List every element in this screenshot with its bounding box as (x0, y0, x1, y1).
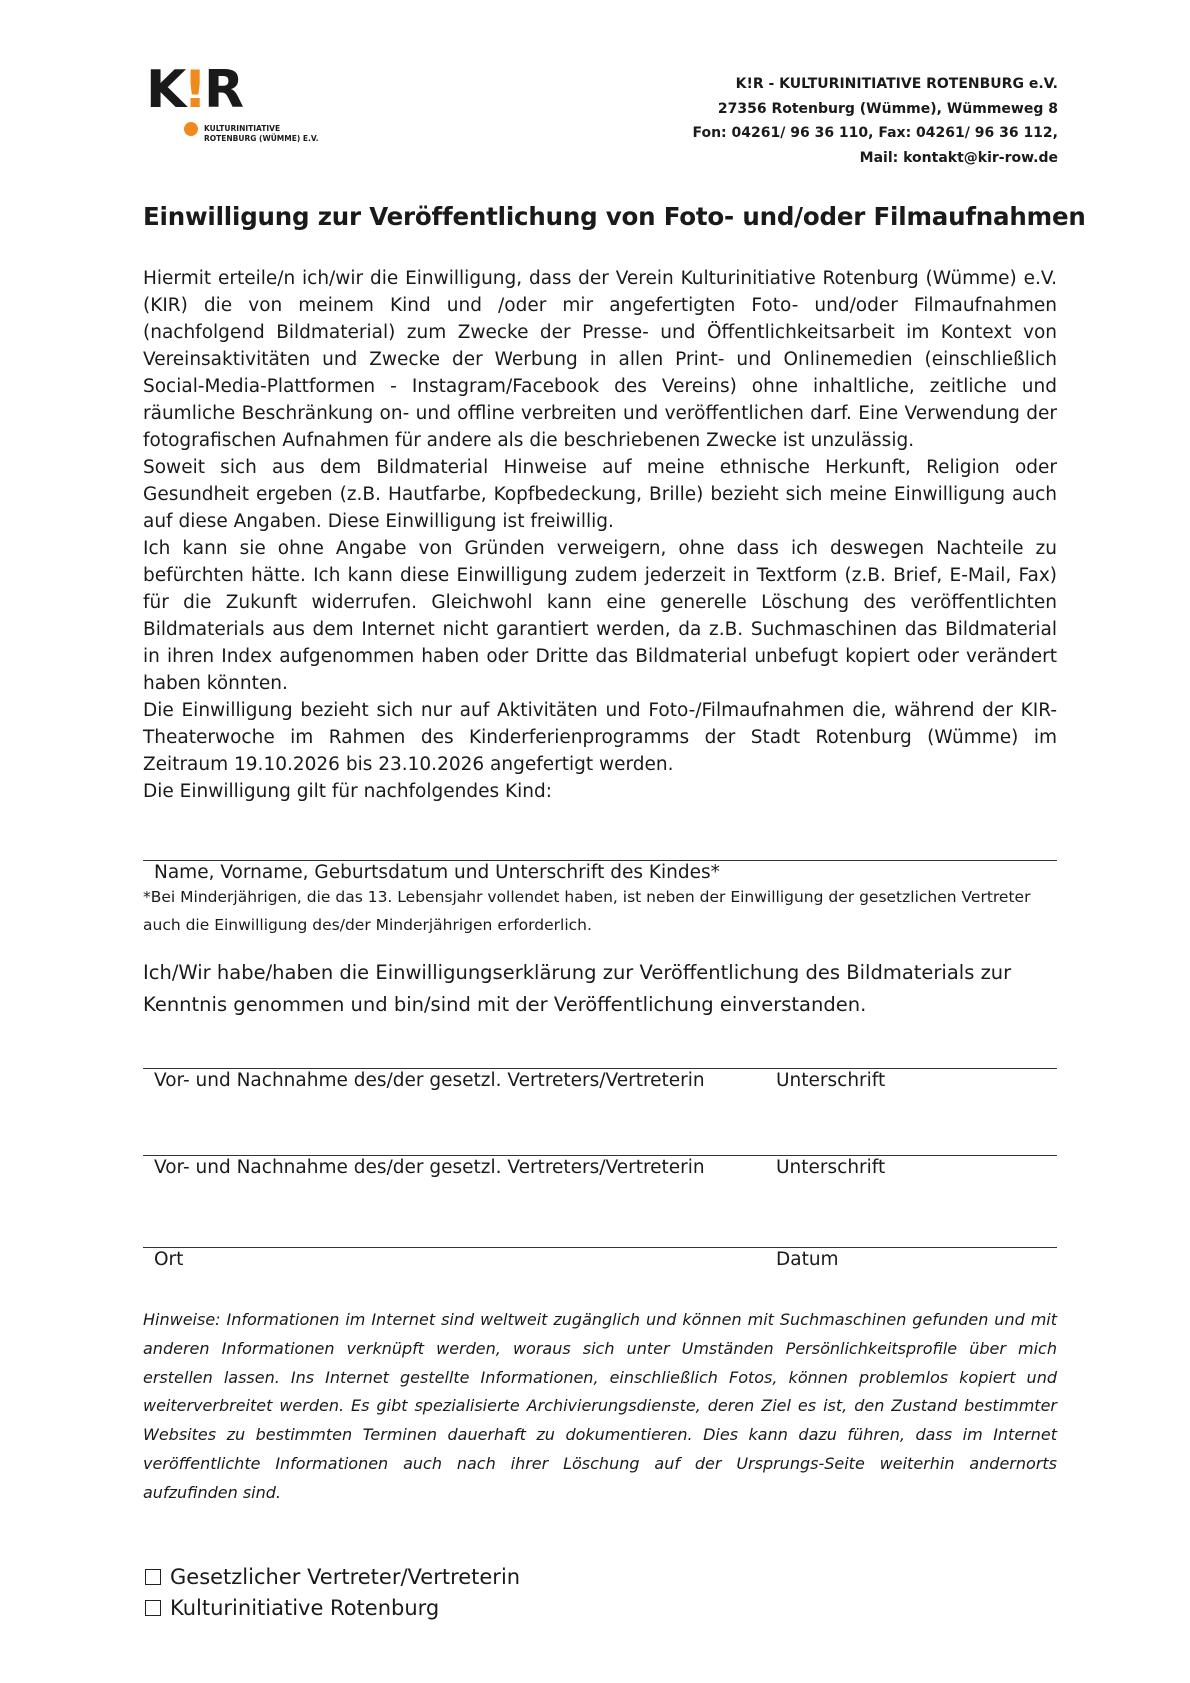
minor-footnote: *Bei Minderjährigen, die das 13. Lebensjahr vollendet haben, ist neben der Einwilligung der gesetzlichen Vertreter auch die Einwilligung des/der Minderjährigen erforderlich. (143, 888, 1031, 934)
logo-letter-r: R (204, 60, 244, 120)
org-phone-fax: Fon: 04261/ 96 36 110, Fax: 04261/ 96 36 112, (692, 125, 1058, 141)
consent-body (143, 265, 1057, 805)
logo-subtitle-line-1: KULTURINITIATIVE (204, 124, 281, 133)
guardian-2-signature-line[interactable] (143, 1155, 1057, 1156)
child-field-label: Name, Vorname, Geburtsdatum und Unterschrift des Kindes* (154, 862, 720, 883)
checkbox-legal-guardian-label: Gesetzlicher Vertreter/Vertreterin (170, 1565, 521, 1589)
place-label: Ort (154, 1249, 184, 1270)
date-label: Datum (776, 1249, 839, 1270)
kir-logo (146, 60, 326, 150)
guardian-2-signature-label: Unterschrift (776, 1157, 886, 1178)
org-street: 27356 Rotenburg (Wümme), Wümmeweg 8 (717, 100, 1058, 117)
checkbox-kulturinitiative[interactable] (145, 1596, 439, 1620)
place-date-line[interactable] (143, 1247, 1057, 1248)
logo-orange-dot (184, 122, 198, 136)
acknowledgement-text: Ich/Wir habe/haben die Einwilligungserklärung zur Veröffentlichung des Bildmaterials zur Kenntnis genommen und bin/sind mit der Veröffentlichung einverstanden. (143, 961, 1012, 1016)
logo-subtitle (204, 124, 319, 144)
body-paragraph-child-intro: Die Einwilligung gilt für nachfolgendes Kind: (143, 781, 552, 802)
checkbox-square-icon[interactable] (145, 1569, 161, 1585)
logo-letter-k: K (146, 60, 186, 120)
logo-exclamation: ! (183, 60, 207, 120)
body-paragraph-sensitive-data: Soweit sich aus dem Bildmaterial Hinweise auf meine ethnische Herkunft, Religion oder Gesundheit ergeben (z.B. Hautfarbe, Kopfbedeckung, Brille) bezieht sich meine Einwilligung auch auf diese Angaben. Diese Einwilligung ist freiwillig. (143, 457, 1057, 532)
org-name: K!R - KULTURINITIATIVE ROTENBURG e.V. (735, 76, 1058, 92)
guardian-1-signature-label: Unterschrift (776, 1070, 886, 1091)
organisation-address (692, 72, 1058, 170)
guardian-1-name-label: Vor- und Nachnahme des/der gesetzl. Vertreters/Vertreterin (154, 1070, 705, 1091)
logo-subtitle-line-2: ROTENBURG (WÜMME) E.V. (204, 134, 319, 143)
body-paragraph-revocation: Ich kann sie ohne Angabe von Gründen verweigern, ohne dass ich deswegen Nachteile zu befürchten hätte. Ich kann diese Einwilligung zudem jederzeit in Textform (z.B. Brief, E-Mail, Fax) für die Zukunft widerrufen. Gleichwohl kann eine generelle Löschung des veröffentlichten Bildmaterials aus dem Internet nicht garantiert werden, da z.B. Suchmaschinen das Bildmaterial in ihren Index aufgenommen haben oder Dritte das Bildmaterial unbefugt kopiert oder verändert haben könnten. (143, 538, 1057, 694)
body-paragraph-usage: Hiermit erteile/n ich/wir die Einwilligung, dass der Verein Kulturinitiative Rotenburg (Wümme) e.V. (KIR) die von meinem Kind und /oder mir angefertigten Foto- und/oder Filmaufnahmen (nachfolgend Bildmaterial) zum Zwecke der Presse- und Öffentlichkeitsarbeit im Kontext von Vereinsaktivitäten und Zwecke der Werbung in allen Print- und Onlinemedien (einschließlich Social-Media-Plattformen - Instagram/Facebook des Vereins) ohne inhaltliche, zeitliche und räumliche Beschränkung on- und offline verbreiten und veröffentlichen darf. Eine Verwendung der fotografischen Aufnahmen für andere als die beschriebenen Zwecke ist unzulässig. (143, 268, 1057, 451)
child-signature-line[interactable] (143, 860, 1057, 861)
privacy-hint-text: Hinweise: Informationen im Internet sind weltweit zugänglich und können mit Suchmaschinen gefunden und mit anderen Informationen verknüpft werden, woraus sich unter Umständen Persönlichkeitsprofile über mich erstellen lassen. Ins Internet gestellte Informationen, einschließlich Fotos, können problemlos kopiert und weiterverbreitet werden. Es gibt spezialisierte Archivierungsdienste, deren Ziel es ist, den Zustand bestimmter Websites zu bestimmten Terminen dauerhaft zu dokumentieren. Dies kann dazu führen, dass im Internet veröffentlichte Informationen auch nach ihrer Löschung auf der Ursprungs-Seite weiterhin andernorts aufzufinden sind. (143, 1310, 1057, 1502)
checkbox-kulturinitiative-label: Kulturinitiative Rotenburg (170, 1596, 440, 1620)
logo-wordmark (146, 60, 243, 120)
document-title: Einwilligung zur Veröffentlichung von Foto- und/oder Filmaufnahmen (143, 202, 1086, 231)
guardian-1-signature-line[interactable] (143, 1068, 1057, 1069)
org-email: Mail: kontakt@kir-row.de (859, 149, 1058, 166)
body-paragraph-scope: Die Einwilligung bezieht sich nur auf Aktivitäten und Foto-/Filmaufnahmen die, während der KIR-Theaterwoche im Rahmen des Kinderferienprogramms der Stadt Rotenburg (Wümme) im Zeitraum 19.10.2026 bis 23.10.2026 angefertigt werden. (143, 700, 1057, 775)
checkbox-legal-guardian[interactable] (145, 1565, 520, 1589)
guardian-2-name-label: Vor- und Nachnahme des/der gesetzl. Vertreters/Vertreterin (154, 1157, 705, 1178)
privacy-hint (143, 1306, 1057, 1508)
checkbox-square-icon[interactable] (145, 1600, 161, 1616)
